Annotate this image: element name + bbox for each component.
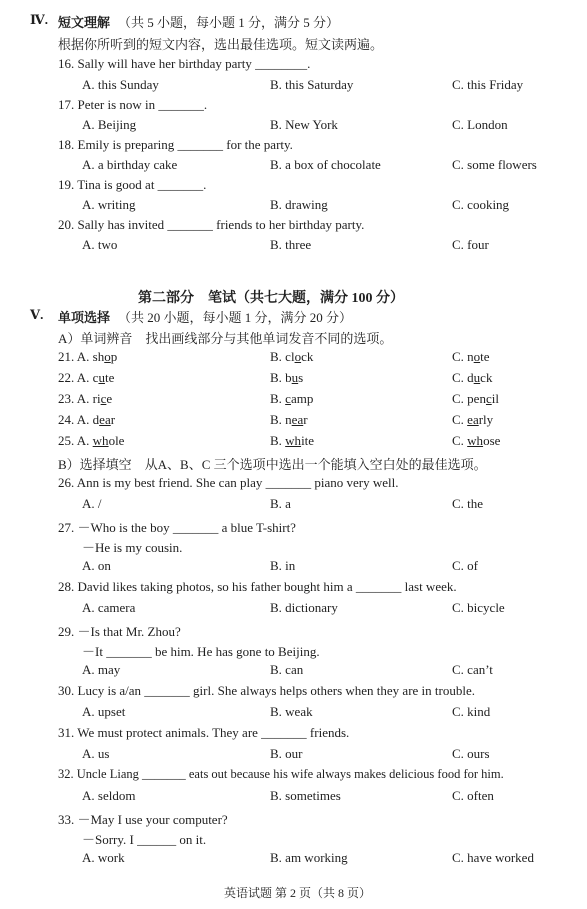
option-17b: B. New York (270, 117, 338, 132)
option-29a: A. may (82, 662, 121, 677)
option-19a: A. writing (82, 197, 136, 212)
part5-number: Ⅴ. (30, 307, 44, 322)
question-32: 32. Uncle Liang _______ eats out because his wife always makes delicious food for him. (58, 767, 504, 781)
option-18c: C. some flowers (452, 157, 537, 172)
option-19b: B. drawing (270, 197, 328, 212)
option-30c: C. kind (452, 704, 491, 719)
option-28a: A. camera (82, 600, 136, 615)
option-28b: B. dictionary (270, 600, 338, 615)
option-33c: C. have worked (452, 850, 534, 865)
question-29-reply: －It _______ be him. He has gone to Beijing. (82, 644, 320, 659)
part5-note: （共 20 小题，每小题 1 分，满分 20 分） (118, 310, 353, 325)
question-27-reply: －He is my cousin. (82, 540, 183, 555)
part4-instruction: 根据你所听到的短文内容，选出最佳选项。短文读两遍。 (58, 37, 384, 52)
phonics-21a: 21. A. shop (58, 349, 118, 364)
option-27b: B. in (270, 558, 296, 573)
question-26: 26. Ann is my best friend. She can play _______ piano very well. (58, 475, 399, 490)
question-31: 31. We must protect animals. They are _______ friends. (58, 725, 350, 740)
page-footer: 英语试题 第 2 页（共 8 页） (224, 886, 372, 900)
option-16c: C. this Friday (452, 77, 524, 92)
option-17c: C. London (452, 117, 508, 132)
phonics-25c: C. whose (452, 433, 501, 448)
part4-number: Ⅳ. (30, 12, 49, 27)
option-29b: B. can (270, 662, 304, 677)
option-27c: C. of (452, 558, 478, 573)
question-20: 20. Sally has invited _______ friends to her birthday party. (58, 217, 365, 232)
phonics-24b: B. near (270, 412, 308, 427)
option-16b: B. this Saturday (270, 77, 354, 92)
option-33a: A. work (82, 850, 125, 865)
option-32a: A. seldom (82, 788, 136, 803)
phonics-22a: 22. A. cute (58, 370, 115, 385)
question-30: 30. Lucy is a/an _______ girl. She always helps others when they are in trouble. (58, 683, 475, 698)
option-20c: C. four (452, 237, 489, 252)
phonics-24a: 24. A. dear (58, 412, 116, 427)
part4-note: （共 5 小题，每小题 1 分，满分 5 分） (118, 15, 340, 30)
phonics-24c: C. early (452, 412, 494, 427)
option-16a: A. this Sunday (82, 77, 159, 92)
phonics-23b: B. camp (270, 391, 314, 406)
part4-title: 短文理解 (58, 15, 111, 30)
section-a-instruction: A）单词辨音 找出画线部分与其他单词发音不同的选项。 (58, 331, 393, 346)
option-17a: A. Beijing (82, 117, 137, 132)
option-20b: B. three (270, 237, 312, 252)
part5-title: 单项选择 (58, 310, 111, 325)
option-30a: A. upset (82, 704, 126, 719)
phonics-22c: C. duck (452, 370, 493, 385)
option-29c: C. can’t (452, 662, 493, 677)
question-27: 27. －Who is the boy _______ a blue T-shirt? (58, 520, 296, 535)
question-33: 33. －May I use your computer? (58, 812, 228, 827)
option-33b: B. am working (270, 850, 348, 865)
option-32b: B. sometimes (270, 788, 341, 803)
phonics-23c: C. pencil (452, 391, 499, 406)
option-18a: A. a birthday cake (82, 157, 178, 172)
option-18b: B. a box of chocolate (270, 157, 381, 172)
option-30b: B. weak (270, 704, 313, 719)
option-26b: B. a (270, 496, 291, 511)
option-26c: C. the (452, 496, 484, 511)
option-31a: A. us (82, 746, 110, 761)
phonics-23a: 23. A. rice (58, 391, 113, 406)
question-17: 17. Peter is now in _______. (58, 97, 208, 112)
phonics-25a: 25. A. whole (58, 433, 125, 448)
option-32c: C. often (452, 788, 494, 803)
phonics-21b: B. clock (270, 349, 314, 364)
option-26a: A. / (82, 496, 102, 511)
phonics-21c: C. note (452, 349, 490, 364)
option-28c: C. bicycle (452, 600, 505, 615)
section-b-instruction: B）选择填空 从A、B、C 三个选项中选出一个能填入空白处的最佳选项。 (58, 457, 487, 472)
option-31c: C. ours (452, 746, 490, 761)
question-16: 16. Sally will have her birthday party ________. (58, 56, 311, 71)
phonics-25b: B. white (270, 433, 315, 448)
option-20a: A. two (82, 237, 118, 252)
question-33-reply: －Sorry. I ______ on it. (82, 832, 207, 847)
option-19c: C. cooking (452, 197, 510, 212)
part2-header: 第二部分 笔试（共七大题，满分 100 分） (138, 291, 404, 306)
question-28: 28. David likes taking photos, so his father bought him a _______ last week. (58, 579, 457, 594)
question-18: 18. Emily is preparing _______ for the party. (58, 137, 293, 152)
question-29: 29. －Is that Mr. Zhou? (58, 624, 181, 639)
option-31b: B. our (270, 746, 303, 761)
phonics-22b: B. bus (270, 370, 304, 385)
question-19: 19. Tina is good at _______. (58, 177, 207, 192)
option-27a: A. on (82, 558, 111, 573)
